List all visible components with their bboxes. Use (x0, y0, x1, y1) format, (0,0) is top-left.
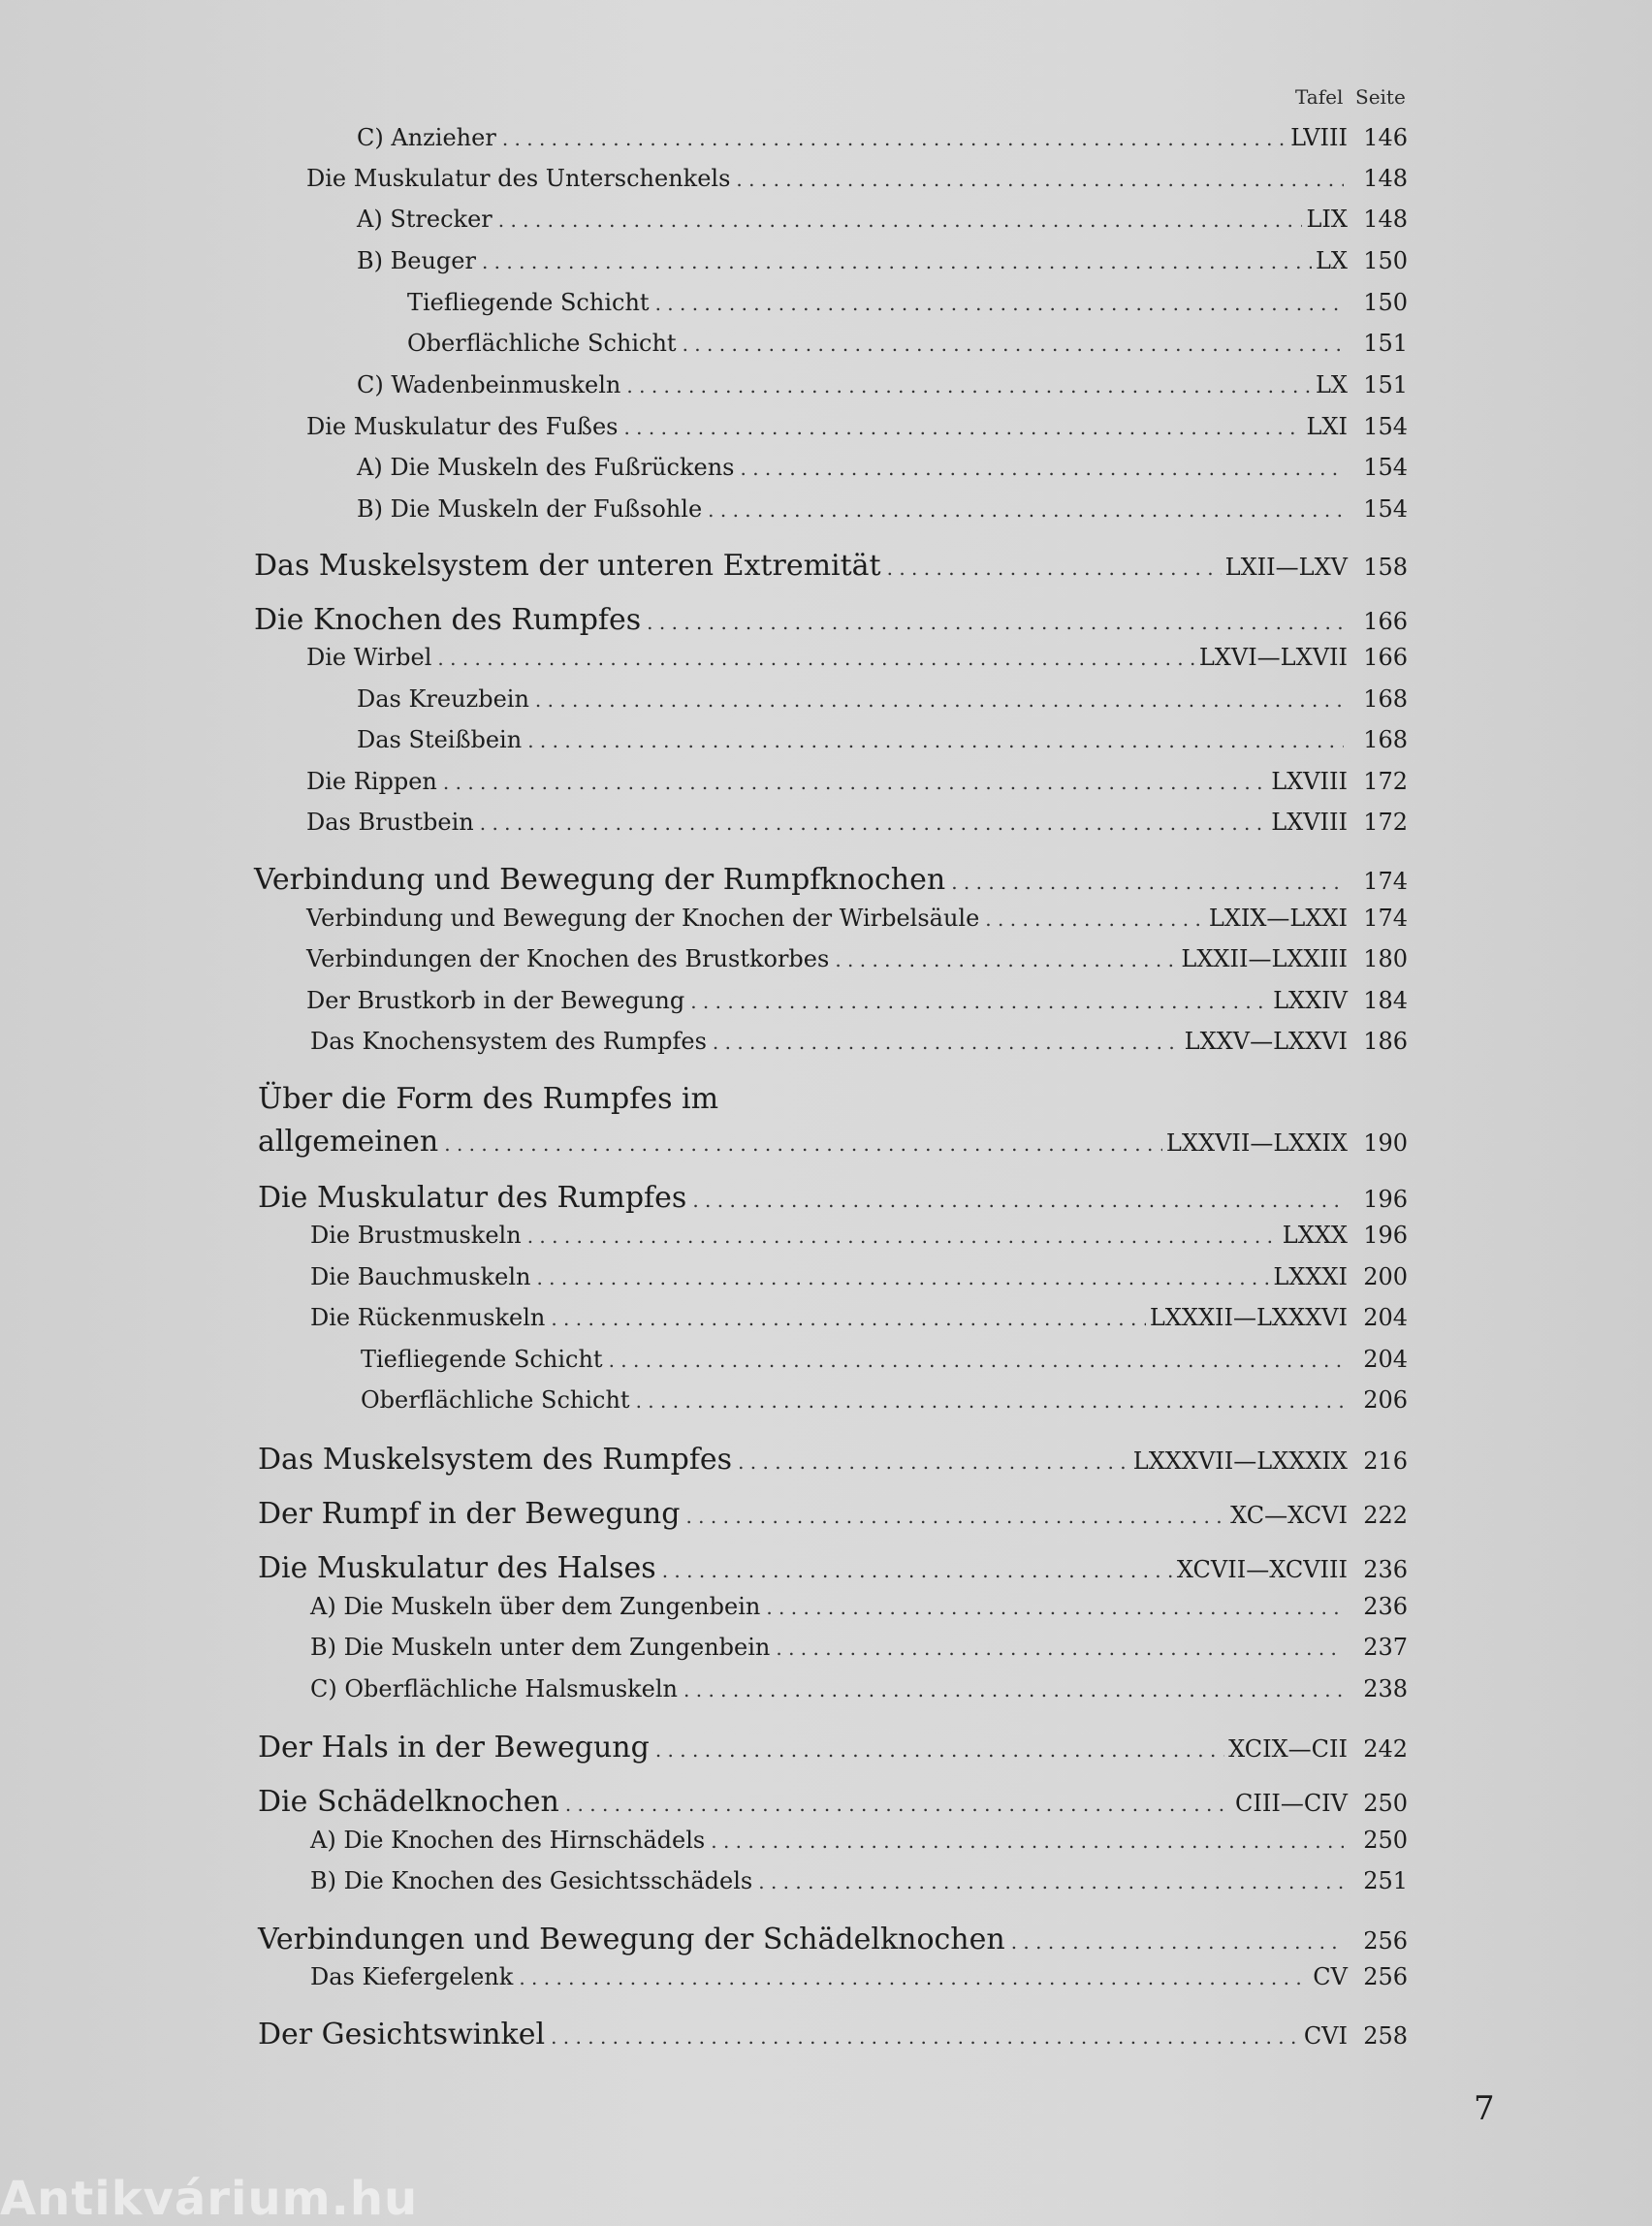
toc-entry (310, 1593, 1408, 1620)
toc-entry-seite: 204 (1363, 1346, 1408, 1373)
toc-entry-tafel: LXXIV (1273, 987, 1348, 1014)
toc-entry-tafel: LX (1315, 247, 1348, 274)
dot-leader (985, 907, 1205, 931)
toc-entry-seite: 151 (1363, 371, 1408, 398)
toc-entry-tafel: LXVIII (1271, 768, 1348, 795)
dot-leader (1011, 1930, 1344, 1954)
toc-entry-title: Das Kreuzbein (357, 685, 529, 713)
toc-entry (306, 644, 1408, 671)
toc-entry-title: C) Wadenbeinmuskeln (357, 371, 621, 398)
toc-entry-seite: 250 (1363, 1790, 1408, 1817)
toc-entry (258, 1181, 1408, 1215)
toc-entry-tafel: LVIII (1290, 124, 1348, 151)
toc-entry-title: Die Rückenmuskeln (310, 1304, 546, 1331)
toc-entry-seite: 236 (1363, 1556, 1408, 1583)
toc-entry-seite: 237 (1363, 1634, 1408, 1661)
toc-entry-title: Das Brustbein (306, 809, 474, 836)
toc-entry-seite: 256 (1363, 1963, 1408, 1990)
toc-entry (306, 165, 1408, 192)
toc-entry-seite: 204 (1363, 1304, 1408, 1331)
toc-entry-title: allgemeinen (258, 1125, 439, 1159)
toc-entry-seite: 154 (1363, 495, 1408, 523)
dot-leader (444, 1132, 1162, 1156)
toc-entry (357, 726, 1408, 753)
toc-entry (258, 2018, 1408, 2051)
toc-entry-title: Die Knochen des Rumpfes (254, 603, 642, 637)
toc-entry-seite: 251 (1363, 1867, 1408, 1894)
toc-entry-title: Verbindung und Bewegung der Rumpfknochen (254, 863, 946, 897)
toc-entry-title: A) Die Muskeln des Fußrückens (357, 454, 735, 481)
toc-entry-title: A) Strecker (357, 206, 492, 233)
toc-entry-title: Das Muskelsystem der unteren Extremität (254, 549, 881, 583)
toc-entry-tafel: CV (1313, 1963, 1348, 1990)
toc-entry (407, 289, 1408, 316)
dot-leader (519, 1966, 1309, 1989)
toc-entry (258, 1923, 1408, 1956)
dot-leader (535, 688, 1344, 712)
toc-entry-tafel: LXVIII (1271, 809, 1348, 836)
dot-leader (626, 374, 1312, 398)
toc-entry-title: C) Anzieher (357, 124, 496, 151)
toc-entry-seite: 148 (1363, 165, 1408, 192)
toc-entry (306, 809, 1408, 836)
toc-entry-tafel: XCIX—CII (1228, 1735, 1348, 1763)
toc-entry-title: Verbindungen und Bewegung der Schädelknochen (258, 1923, 1005, 1956)
toc-entry-title: B) Die Muskeln unter dem Zungenbein (310, 1634, 771, 1661)
toc-entry-tafel: CVI (1303, 2022, 1348, 2050)
toc-entry-seite: 186 (1363, 1028, 1408, 1055)
toc-entry-title: Die Muskulatur des Rumpfes (258, 1181, 687, 1215)
toc-entry (306, 905, 1408, 932)
dot-leader (708, 498, 1344, 522)
dot-leader (692, 1189, 1344, 1212)
toc-entry (258, 1551, 1408, 1585)
toc-entry-title: Das Steißbein (357, 726, 523, 753)
toc-entry (310, 1263, 1408, 1290)
toc-entry-tafel: XCVII—XCVIII (1176, 1556, 1348, 1583)
dot-leader (502, 127, 1287, 150)
toc-entry-seite: 200 (1363, 1263, 1408, 1290)
toc-entry-seite: 258 (1363, 2022, 1408, 2050)
dot-leader (536, 1266, 1269, 1289)
toc-entry-tafel: LXXXI (1273, 1263, 1348, 1290)
toc-entry-title: B) Die Muskeln der Fußsohle (357, 495, 703, 523)
watermark: Antikvárium.hu (0, 2172, 419, 2226)
dot-leader (887, 556, 1222, 580)
toc-entry-seite: 196 (1363, 1222, 1408, 1249)
toc-entry-title-line1: Über die Form des Rumpfes im (258, 1082, 719, 1116)
toc-entry (306, 413, 1408, 440)
toc-entry-title: Tiefliegende Schicht (407, 289, 650, 316)
toc-entry-seite: 174 (1363, 868, 1408, 895)
dot-leader (443, 771, 1267, 794)
dot-leader (690, 990, 1269, 1013)
toc-entry-seite: 222 (1363, 1502, 1408, 1529)
toc-entry-tafel: LXXV—LXXVI (1184, 1028, 1348, 1055)
dot-leader (551, 2025, 1300, 2049)
toc-entry-seite: 256 (1363, 1927, 1408, 1955)
toc-entry-seite: 154 (1363, 454, 1408, 481)
toc-entry-seite: 150 (1363, 247, 1408, 274)
toc-entry (310, 1222, 1408, 1249)
dot-leader (609, 1349, 1344, 1372)
dot-leader (835, 948, 1177, 971)
toc-entry (306, 945, 1408, 972)
toc-entry (258, 1125, 1408, 1159)
dot-leader (551, 1307, 1145, 1330)
toc-entry (357, 206, 1408, 233)
toc-entry-title: Das Muskelsystem des Rumpfes (258, 1443, 733, 1477)
toc-entry-title: Die Muskulatur des Halses (258, 1551, 656, 1585)
toc-entry-seite: 236 (1363, 1593, 1408, 1620)
column-header-seite: Seite (1355, 85, 1406, 109)
toc-entry-title: Die Rippen (306, 768, 437, 795)
toc-entry-seite: 190 (1363, 1129, 1408, 1157)
toc-entry-title: A) Die Muskeln über dem Zungenbein (310, 1593, 761, 1620)
toc-entry-title: Das Knochensystem des Rumpfes (310, 1028, 707, 1055)
toc-entry (306, 987, 1408, 1014)
toc-entry-seite: 150 (1363, 289, 1408, 316)
toc-entry (361, 1346, 1408, 1373)
dot-leader (683, 1678, 1344, 1701)
toc-entry-seite: 196 (1363, 1186, 1408, 1213)
page-number: 7 (1474, 2089, 1495, 2128)
dot-leader (565, 1793, 1231, 1816)
toc-entry (306, 768, 1408, 795)
toc-entry-title: Der Gesichtswinkel (258, 2018, 546, 2051)
toc-entry-seite: 168 (1363, 685, 1408, 713)
toc-entry-title: Oberflächliche Schicht (407, 330, 677, 357)
dot-leader (437, 647, 1194, 670)
toc-entry-title: Die Wirbel (306, 644, 432, 671)
dot-leader (623, 416, 1302, 439)
dot-leader (636, 1389, 1344, 1413)
dot-leader (482, 250, 1312, 273)
toc-entry-seite: 151 (1363, 330, 1408, 357)
toc-entry (361, 1386, 1408, 1414)
toc-entry (310, 1304, 1408, 1331)
toc-entry-title: Die Schädelknochen (258, 1785, 559, 1819)
toc-entry-tafel: XC—XCVI (1230, 1502, 1348, 1529)
toc-entry-seite: 172 (1363, 768, 1408, 795)
toc-entry-title: Der Rumpf in der Bewegung (258, 1497, 681, 1531)
toc-entry (357, 685, 1408, 713)
toc-entry (310, 1867, 1408, 1894)
toc-entry-seite: 250 (1363, 1827, 1408, 1854)
toc-entry-title: B) Die Knochen des Gesichtsschädels (310, 1867, 753, 1894)
toc-entry-title: Verbindungen der Knochen des Brustkorbes (306, 945, 830, 972)
toc-entry (254, 549, 1408, 583)
toc-entry-seite: 166 (1363, 644, 1408, 671)
toc-entry (258, 1731, 1408, 1765)
toc-entry-seite: 154 (1363, 413, 1408, 440)
toc-entry-tafel: LXXVII—LXXIX (1165, 1129, 1348, 1157)
toc-entry (310, 1963, 1408, 1990)
toc-entry-seite: 184 (1363, 987, 1408, 1014)
toc-entry-title: Der Brustkorb in der Bewegung (306, 987, 685, 1014)
toc-entry (258, 1497, 1408, 1531)
toc-entry-seite: 172 (1363, 809, 1408, 836)
toc-entry-title: Tiefliegende Schicht (361, 1346, 603, 1373)
toc-entry-tafel: LXIX—LXXI (1208, 905, 1348, 932)
dot-leader (711, 1829, 1344, 1853)
toc-entry (254, 603, 1408, 637)
toc-entry (357, 124, 1408, 151)
dot-leader (662, 1559, 1173, 1582)
toc-entry-title: Oberflächliche Schicht (361, 1386, 630, 1414)
toc-entry (258, 1443, 1408, 1477)
toc-entry (258, 1785, 1408, 1819)
toc-entry-seite: 242 (1363, 1735, 1408, 1763)
toc-entry (357, 454, 1408, 481)
toc-entry-tafel: LXII—LXV (1224, 554, 1348, 581)
dot-leader (498, 208, 1303, 232)
toc-entry-seite: 206 (1363, 1386, 1408, 1414)
toc-entry-seite: 174 (1363, 905, 1408, 932)
dot-leader (740, 457, 1344, 480)
dot-leader (655, 292, 1344, 315)
toc-entry-title: Die Muskulatur des Unterschenkels (306, 165, 731, 192)
dot-leader (527, 729, 1344, 752)
dot-leader (685, 1505, 1226, 1528)
toc-entry-seite: 238 (1363, 1675, 1408, 1702)
toc-entry-seite: 158 (1363, 554, 1408, 581)
toc-entry-tafel: CIII—CIV (1235, 1790, 1348, 1817)
toc-entry (310, 1827, 1408, 1854)
toc-entry-title: Der Hals in der Bewegung (258, 1731, 650, 1765)
dot-leader (951, 871, 1344, 894)
dot-leader (713, 1031, 1181, 1054)
toc-entry-title: Verbindung und Bewegung der Knochen der Wirbelsäule (306, 905, 980, 932)
toc-entry-tafel: LX (1315, 371, 1348, 398)
dot-leader (738, 1450, 1129, 1474)
dot-leader (766, 1596, 1344, 1619)
column-header-tafel: Tafel (1295, 85, 1344, 109)
toc-entry-title: C) Oberflächliche Halsmuskeln (310, 1675, 679, 1702)
toc-entry (254, 863, 1408, 897)
toc-entry-tafel: LIX (1306, 206, 1348, 233)
dot-leader (776, 1637, 1344, 1660)
toc-entry (310, 1634, 1408, 1661)
dot-leader (480, 811, 1267, 835)
toc-entry-title: Die Muskulatur des Fußes (306, 413, 619, 440)
toc-entry-title: B) Beuger (357, 247, 476, 274)
toc-entry (357, 247, 1408, 274)
toc-entry-tafel: LXI (1306, 413, 1348, 440)
toc-entry-tafel: LXXX (1282, 1222, 1348, 1249)
toc-entry (407, 330, 1408, 357)
dot-leader (647, 611, 1344, 634)
toc-entry-seite: 166 (1363, 608, 1408, 635)
toc-entry (310, 1028, 1408, 1055)
toc-entry (310, 1675, 1408, 1702)
dot-leader (683, 333, 1344, 356)
toc-entry-seite: 146 (1363, 124, 1408, 151)
toc-entry (357, 371, 1408, 398)
dot-leader (736, 168, 1344, 191)
toc-entry (357, 495, 1408, 523)
toc-entry-title: Die Bauchmuskeln (310, 1263, 531, 1290)
toc-entry-seite: 168 (1363, 726, 1408, 753)
toc-entry-title: Das Kiefergelenk (310, 1963, 514, 1990)
toc-entry-tafel: LXVI—LXVII (1198, 644, 1348, 671)
toc-entry-title: A) Die Knochen des Hirnschädels (310, 1827, 706, 1854)
dot-leader (758, 1870, 1344, 1893)
dot-leader (655, 1738, 1224, 1762)
toc-entry-tafel: LXXII—LXXIII (1181, 945, 1348, 972)
toc-entry-seite: 180 (1363, 945, 1408, 972)
toc-entry-title: Die Brustmuskeln (310, 1222, 522, 1249)
toc-entry-tafel: LXXXVII—LXXXIX (1132, 1447, 1348, 1475)
toc-entry-seite: 148 (1363, 206, 1408, 233)
dot-leader (527, 1224, 1279, 1248)
toc-entry-seite: 216 (1363, 1447, 1408, 1475)
toc-entry-tafel: LXXXII—LXXXVI (1149, 1304, 1348, 1331)
